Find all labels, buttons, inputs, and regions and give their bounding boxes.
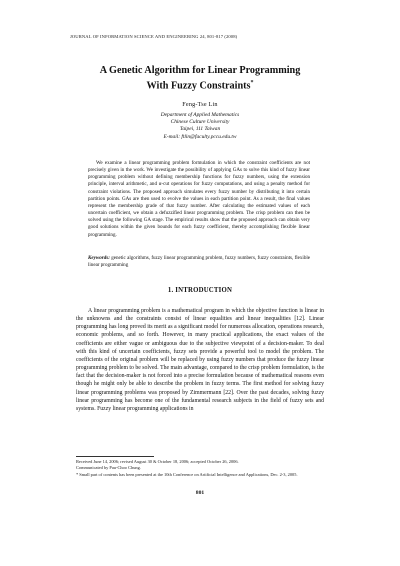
title-line-1: A Genetic Algorithm for Linear Programming — [99, 65, 301, 76]
introduction-paragraph: A linear programming problem is a mathematical program in which the objective function is linear in the unknowns and the constraints consist of linear equalities and linear inequalities [12]. Linear programming has long proved its merit as a significant model for numerous allocation, operations research, economic problems, and so forth. However, in many practical applications, the exact values of the coefficients are either vague or ambiguous due to the subjective viewpoint of a decision-maker. To deal with this kind of uncertain coefficients, fuzzy sets provide a powerful tool to model the problem. The coefficients of the original problem will be replaced by using fuzzy numbers that produce the fuzzy linear programming problem to be solved. The main advantage, compared to the crisp problem formulation, is the fact that the decision-maker is not forced into a precise formulation because of mathematical reasons even though he might only be able to describe the problem in fuzzy terms. The first method for solving fuzzy linear programming problems was proposed by Zimmermann [22]. Over the past decades, solving fuzzy linear programming has become one of the fundamental research subjects in the field of fuzzy sets and systems. Fuzzy linear programming applications in — [76, 308, 324, 412]
affiliation-university: Chinese Culture University — [170, 119, 230, 126]
footnotes — [76, 459, 326, 478]
abstract-text: We examine a linear programming problem formulation in which the constraint coefficients are not precisely given in the work. We investigate the possibility of applying GAs to solve this kind of fuzzy linear programming problem without defining membership functions for fuzzy numbers, using the extension principle, interval arithmetic, and α-cut operations for fuzzy computations, and using a penalty method for constraint violations. The proposed approach simulates every fuzzy number by distributing it into certain partition points. GAs are then used to evolve the values in each partition point. As a result, the final values represent the membership grade of that fuzzy number. After calculating the estimated values of each uncertain coefficient, we obtain a defuzzified linear programming problem. The crisp problem can then be solved using the following GA stage. The empirical results show that the proposed approach can obtain very good solutions within the given bounds for each fuzzy coefficient, thereby accomplishing flexible linear programming. — [88, 160, 310, 238]
journal-running-header: JOURNAL OF INFORMATION SCIENCE AND ENGINEERING 24, 801-817 (2008) — [70, 34, 238, 39]
title-line-2-text: With Fuzzy Constraints — [146, 80, 251, 92]
paper-title — [60, 64, 340, 92]
title-footnote-mark: * — [250, 80, 254, 86]
section-heading-introduction: 1. INTRODUCTION — [167, 287, 233, 294]
affiliation-department: Department of Applied Mathematics — [160, 112, 240, 118]
affiliation-city: Taipei, 111 Taiwan — [179, 126, 221, 133]
keywords — [88, 255, 310, 269]
page-number: 801 — [195, 490, 205, 496]
title-line-2 — [60, 77, 340, 92]
author-email: E-mail: ftlin@faculty.pccu.edu.tw — [163, 133, 237, 140]
footnote-divider — [76, 456, 154, 457]
footnote-star: * Small part of contents has been presented at the 10th Conference on Artificial Intelligence and Applications, Dec. 2-3, 2005. — [76, 471, 298, 477]
keywords-label: Keywords: — [88, 255, 110, 261]
footnote-communicated: Communicated by Pau-Choo Chung. — [76, 465, 141, 471]
author-affiliation — [60, 112, 340, 141]
author-name: Feng-Tse Lin — [182, 101, 218, 108]
footnote-received: Received June 14, 2006; revised August 30 & October 18, 2006; accepted October 26, 2006. — [76, 459, 239, 464]
keywords-text: genetic algorithms, fuzzy linear programming problem, fuzzy numbers, fuzzy constraints, flexible linear programming — [88, 255, 310, 269]
